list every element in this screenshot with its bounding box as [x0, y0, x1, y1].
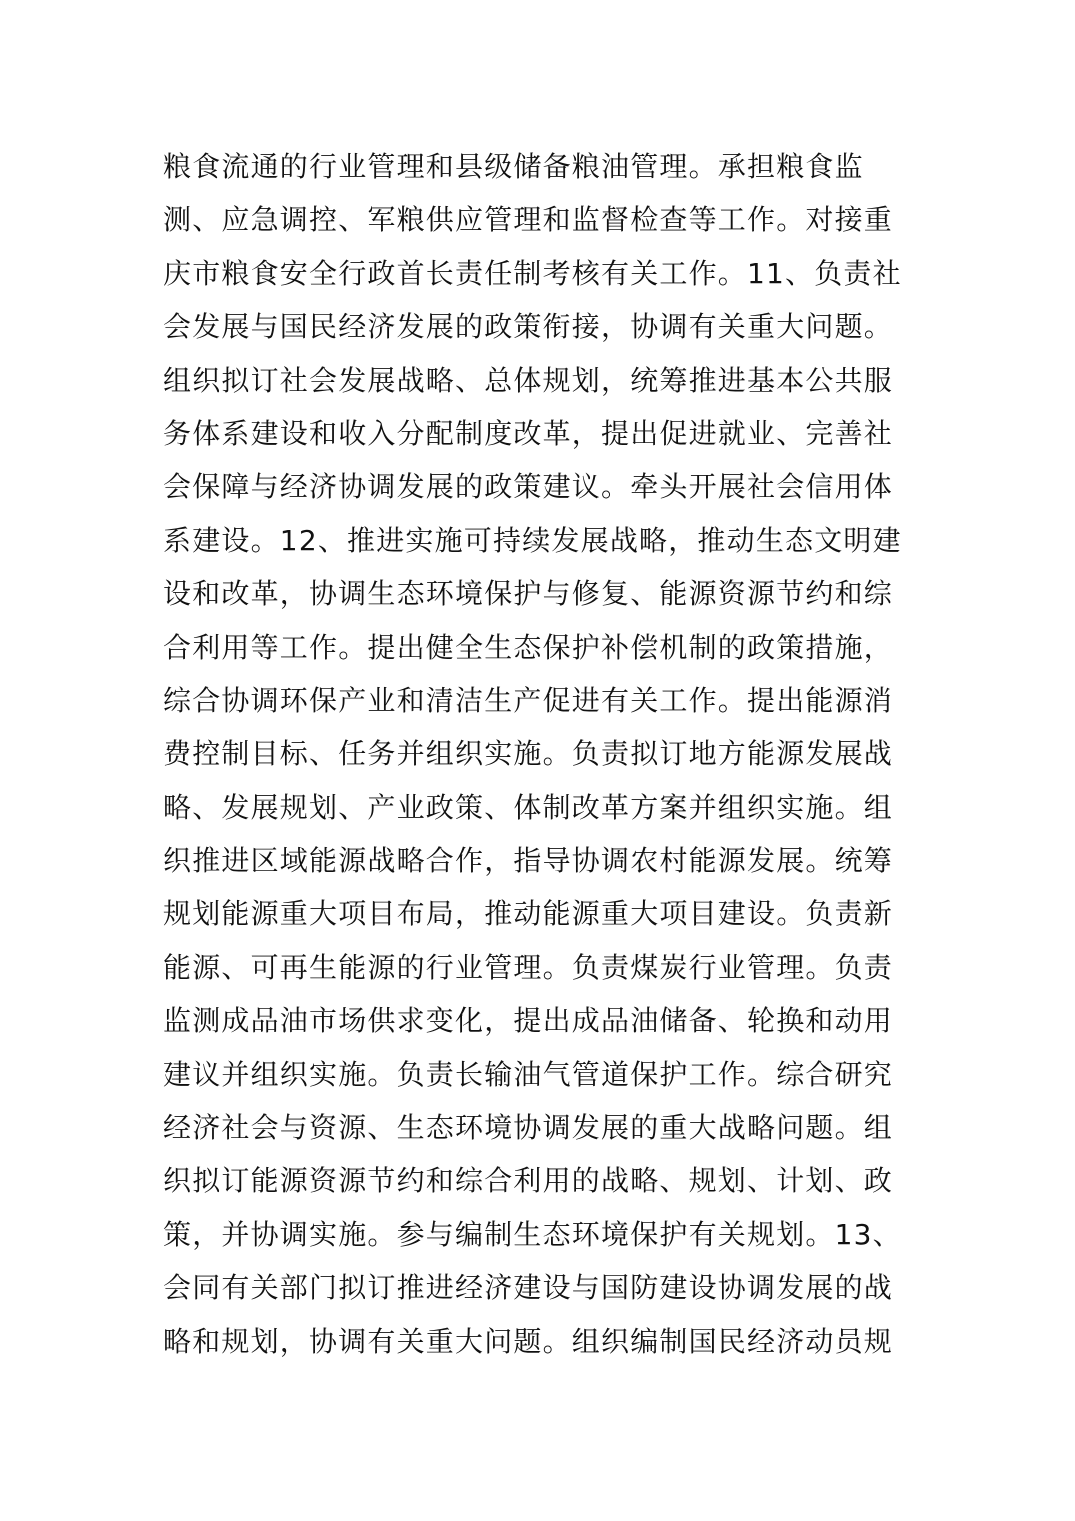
- text-line-14: 织推进区域能源战略合作，指导协调农村能源发展。统筹: [163, 844, 894, 878]
- text-line-3: 庆市粮食安全行政首长责任制考核有关工作。11、负责社: [163, 256, 902, 290]
- text-line-19: 经济社会与资源、生态环境协调发展的重大战略问题。组: [163, 1111, 894, 1145]
- text-line-20: 织拟订能源资源节约和综合利用的战略、规划、计划、政: [163, 1164, 894, 1198]
- text-line-16: 能源、可再生能源的行业管理。负责煤炭行业管理。负责: [163, 950, 894, 984]
- text-line-17: 监测成品油市场供求变化，提出成品油储备、轮换和动用: [163, 1004, 894, 1038]
- text-line-11: 综合协调环保产业和清洁生产促进有关工作。提出能源消: [163, 683, 894, 717]
- text-line-21: 策，并协调实施。参与编制生态环境保护有关规划。13、: [163, 1217, 902, 1251]
- text-line-5: 组织拟订社会发展战略、总体规划，统筹推进基本公共服: [163, 363, 894, 397]
- text-line-23: 略和规划，协调有关重大问题。组织编制国民经济动员规: [163, 1324, 894, 1358]
- text-line-4: 会发展与国民经济发展的政策衔接，协调有关重大问题。: [163, 310, 894, 344]
- text-line-18: 建议并组织实施。负责长输油气管道保护工作。综合研究: [163, 1057, 894, 1091]
- body-text: [163, 140, 903, 1368]
- text-line-6: 务体系建设和收入分配制度改革，提出促进就业、完善社: [163, 416, 894, 450]
- text-line-8: 系建设。12、推进实施可持续发展战略，推动生态文明建: [163, 523, 902, 557]
- text-line-7: 会保障与经济协调发展的政策建议。牵头开展社会信用体: [163, 470, 894, 504]
- text-line-2: 测、应急调控、军粮供应管理和监督检查等工作。对接重: [163, 203, 894, 237]
- text-line-12: 费控制目标、任务并组织实施。负责拟订地方能源发展战: [163, 737, 894, 771]
- text-line-22: 会同有关部门拟订推进经济建设与国防建设协调发展的战: [163, 1271, 894, 1305]
- text-line-15: 规划能源重大项目布局，推动能源重大项目建设。负责新: [163, 897, 894, 931]
- text-line-13: 略、发展规划、产业政策、体制改革方案并组织实施。组: [163, 790, 894, 824]
- text-line-9: 设和改革，协调生态环境保护与修复、能源资源节约和综: [163, 577, 894, 611]
- text-line-1: 粮食流通的行业管理和县级储备粮油管理。承担粮食监: [163, 150, 864, 183]
- text-line-10: 合利用等工作。提出健全生态保护补偿机制的政策措施，: [163, 630, 894, 664]
